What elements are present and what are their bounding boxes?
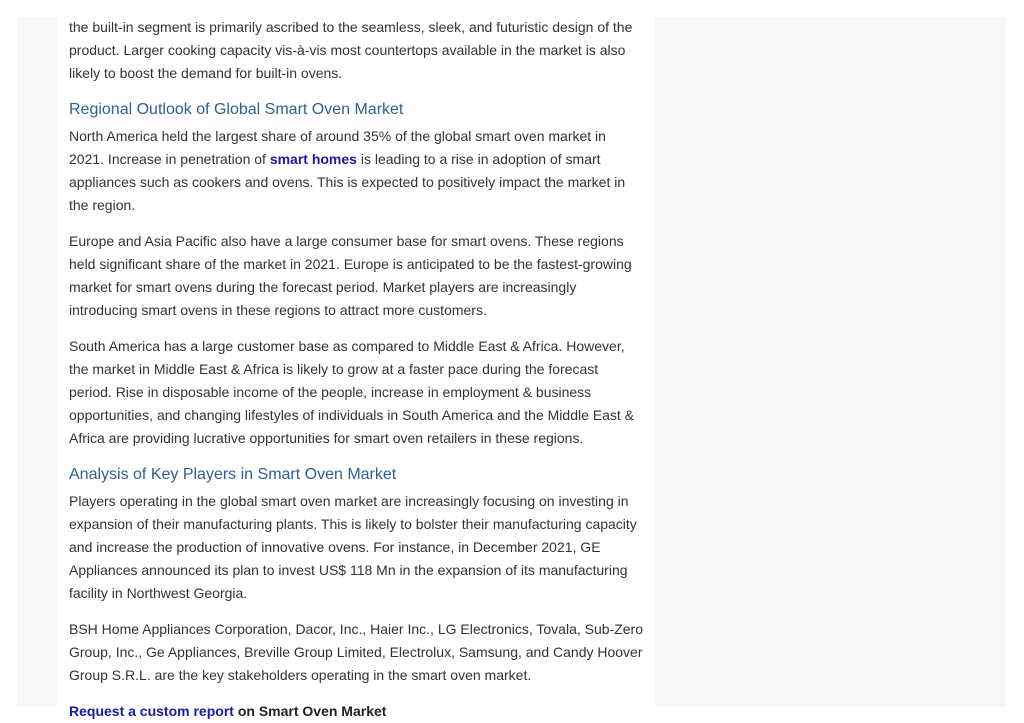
intro-paragraph: the built-in segment is primarily ascribed to the seamless, sleek, and futuristic design of the product. Larger cooking capacity vis-à-vis most countertops available in the market is also likely to boost the demand for built-in ovens. <box>69 19 633 81</box>
request-custom-report-link[interactable]: Request a custom report <box>69 703 234 719</box>
article-content <box>57 0 655 719</box>
regional-paragraph-2: Europe and Asia Pacific also have a large consumer base for smart ovens. These regions held significant share of the market in 2021. Europe is anticipated to be the fastest-growing market for smart ovens during the forecast period. Market players are increasingly introducing smart ovens in these regions to attract more customers. <box>69 233 632 318</box>
regional-outlook-heading: Regional Outlook of Global Smart Oven Market <box>69 101 404 118</box>
smart-homes-link[interactable]: smart homes <box>269 151 357 167</box>
key-players-heading: Analysis of Key Players in Smart Oven Market <box>69 466 397 483</box>
custom-report-cta-text: on Smart Oven Market <box>233 703 387 719</box>
key-players-paragraph-2: BSH Home Appliances Corporation, Dacor, Inc., Haier Inc., LG Electronics, Tovala, Sub-Zero Group, Inc., Ge Appliances, Breville Group Limited, Electrolux, Samsung, and Candy Hoover Group S.R.L. are the key stakeholders operating in the smart oven market. <box>69 621 643 683</box>
regional-p1-text-before: North America held the largest share of around 35% of the global smart oven market in 2021. Increase in penetration of <box>69 128 606 167</box>
regional-paragraph-3: South America has a large customer base as compared to Middle East & Africa. However, the market in Middle East & Africa is likely to grow at a faster pace during the forecast period. Rise in disposable income of the people, increase in employment & business opportunities, and changing lifestyles of individuals in South America and the Middle East & Africa are providing lucrative opportunities for smart oven retailers in these regions. <box>69 338 635 446</box>
sidebar-panel <box>655 17 1006 707</box>
key-players-paragraph-1: Players operating in the global smart oven market are increasingly focusing on investing in expansion of their manufacturing plants. This is likely to bolster their manufacturing capacity and increase the production of innovative ovens. For instance, in December 2021, GE Appliances announced its plan to invest US$ 118 Mn in the expansion of its manufacturing facility in Northwest Georgia. <box>69 493 637 601</box>
custom-report-cta <box>69 700 643 723</box>
regional-paragraph-1 <box>69 125 643 217</box>
regional-p1-text-after: is leading to a rise in adoption of smart appliances such as cookers and ovens. This is expected to positively impact the market in the region. <box>69 151 626 213</box>
